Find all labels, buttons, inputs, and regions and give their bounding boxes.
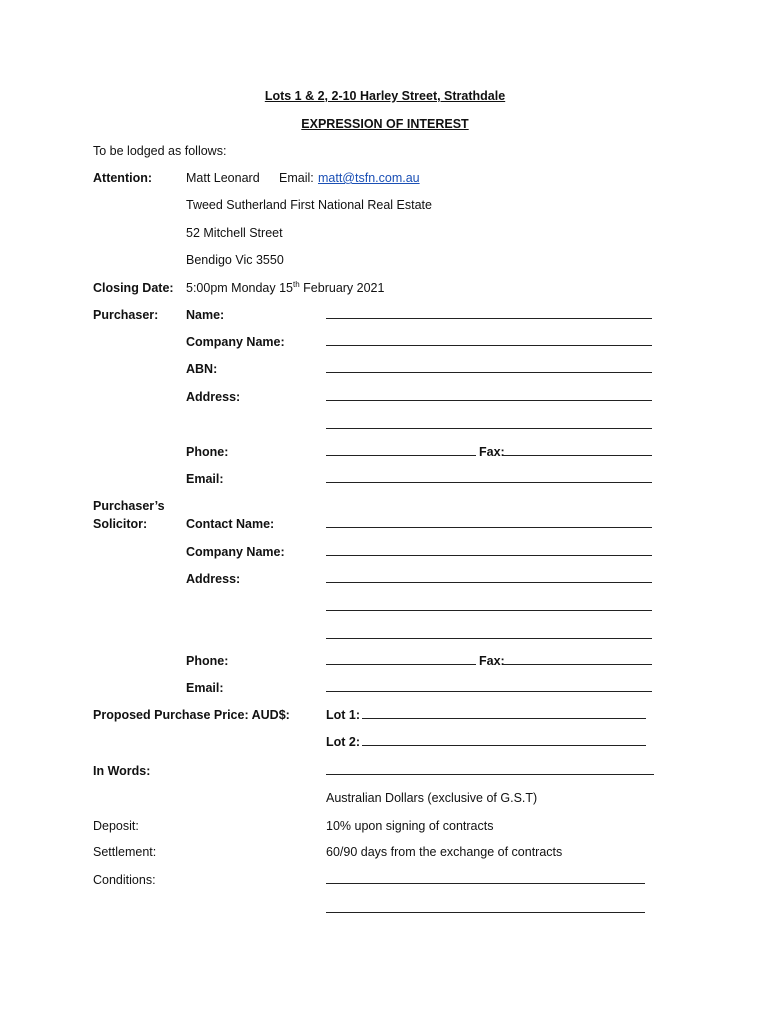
- conditions-field-2[interactable]: [326, 912, 645, 913]
- attention-label: Attention:: [93, 171, 153, 185]
- solicitor-address-field-2[interactable]: [326, 610, 652, 611]
- purchaser-fax-field[interactable]: [503, 455, 652, 456]
- purchaser-address-field-2[interactable]: [326, 428, 652, 429]
- solicitor-contact-field[interactable]: [326, 527, 652, 528]
- purchaser-abn-label: ABN:: [186, 362, 218, 376]
- purchaser-name-field[interactable]: [326, 318, 652, 319]
- purchaser-phone-label: Phone:: [186, 445, 229, 459]
- price-label: Proposed Purchase Price: AUD$:: [93, 708, 290, 722]
- attention-street: 52 Mitchell Street: [186, 226, 283, 240]
- conditions-label: Conditions:: [93, 873, 156, 887]
- solicitor-contact-label: Contact Name:: [186, 517, 275, 531]
- lot2-label: Lot 2:: [326, 735, 361, 749]
- solicitor-fax-field[interactable]: [503, 664, 652, 665]
- solicitor-phone-field[interactable]: [326, 664, 476, 665]
- purchaser-address-label: Address:: [186, 390, 241, 404]
- conditions-field-1[interactable]: [326, 883, 645, 884]
- purchaser-fax-label: Fax:: [479, 445, 505, 459]
- settlement-label: Settlement:: [93, 845, 157, 859]
- lot1-label: Lot 1:: [326, 708, 361, 722]
- document-subtitle: EXPRESSION OF INTEREST: [301, 117, 469, 131]
- purchaser-name-label: Name:: [186, 308, 225, 322]
- solicitor-company-label: Company Name:: [186, 545, 285, 559]
- purchaser-email-label: Email:: [186, 472, 224, 486]
- document-title: Lots 1 & 2, 2-10 Harley Street, Strathdale: [264, 89, 506, 103]
- in-words-label: In Words:: [93, 764, 151, 778]
- solicitor-email-label: Email:: [186, 681, 224, 695]
- attention-email-link[interactable]: matt@tsfn.com.au: [318, 171, 420, 185]
- purchaser-company-field[interactable]: [326, 345, 652, 346]
- attention-name: Matt Leonard: [186, 171, 260, 185]
- solicitor-phone-label: Phone:: [186, 654, 229, 668]
- solicitor-address-field-3[interactable]: [326, 638, 652, 639]
- attention-email-label: Email:: [279, 171, 314, 185]
- purchaser-address-field-1[interactable]: [326, 400, 652, 401]
- purchaser-company-label: Company Name:: [186, 335, 285, 349]
- solicitor-address-label: Address:: [186, 572, 241, 586]
- solicitor-email-field[interactable]: [326, 691, 652, 692]
- solicitor-address-field-1[interactable]: [326, 582, 652, 583]
- attention-city: Bendigo Vic 3550: [186, 253, 284, 267]
- purchaser-phone-field[interactable]: [326, 455, 476, 456]
- solicitor-label-line2: Solicitor:: [93, 517, 148, 531]
- purchaser-label: Purchaser:: [93, 308, 159, 322]
- currency-note: Australian Dollars (exclusive of G.S.T): [326, 791, 538, 805]
- closing-date-label: Closing Date:: [93, 281, 174, 295]
- solicitor-label-line1: Purchaser’s: [93, 499, 165, 513]
- purchaser-email-field[interactable]: [326, 482, 652, 483]
- solicitor-fax-label: Fax:: [479, 654, 505, 668]
- deposit-label: Deposit:: [93, 819, 139, 833]
- deposit-value: 10% upon signing of contracts: [326, 819, 494, 833]
- closing-date-value: 5:00pm Monday 15th February 2021: [186, 279, 385, 295]
- lot2-price-field[interactable]: [362, 745, 646, 746]
- in-words-field[interactable]: [326, 774, 654, 775]
- solicitor-company-field[interactable]: [326, 555, 652, 556]
- attention-company: Tweed Sutherland First National Real Estate: [186, 198, 432, 212]
- lot1-price-field[interactable]: [362, 718, 646, 719]
- purchaser-abn-field[interactable]: [326, 372, 652, 373]
- settlement-value: 60/90 days from the exchange of contracts: [326, 845, 563, 859]
- intro-text: To be lodged as follows:: [93, 144, 227, 158]
